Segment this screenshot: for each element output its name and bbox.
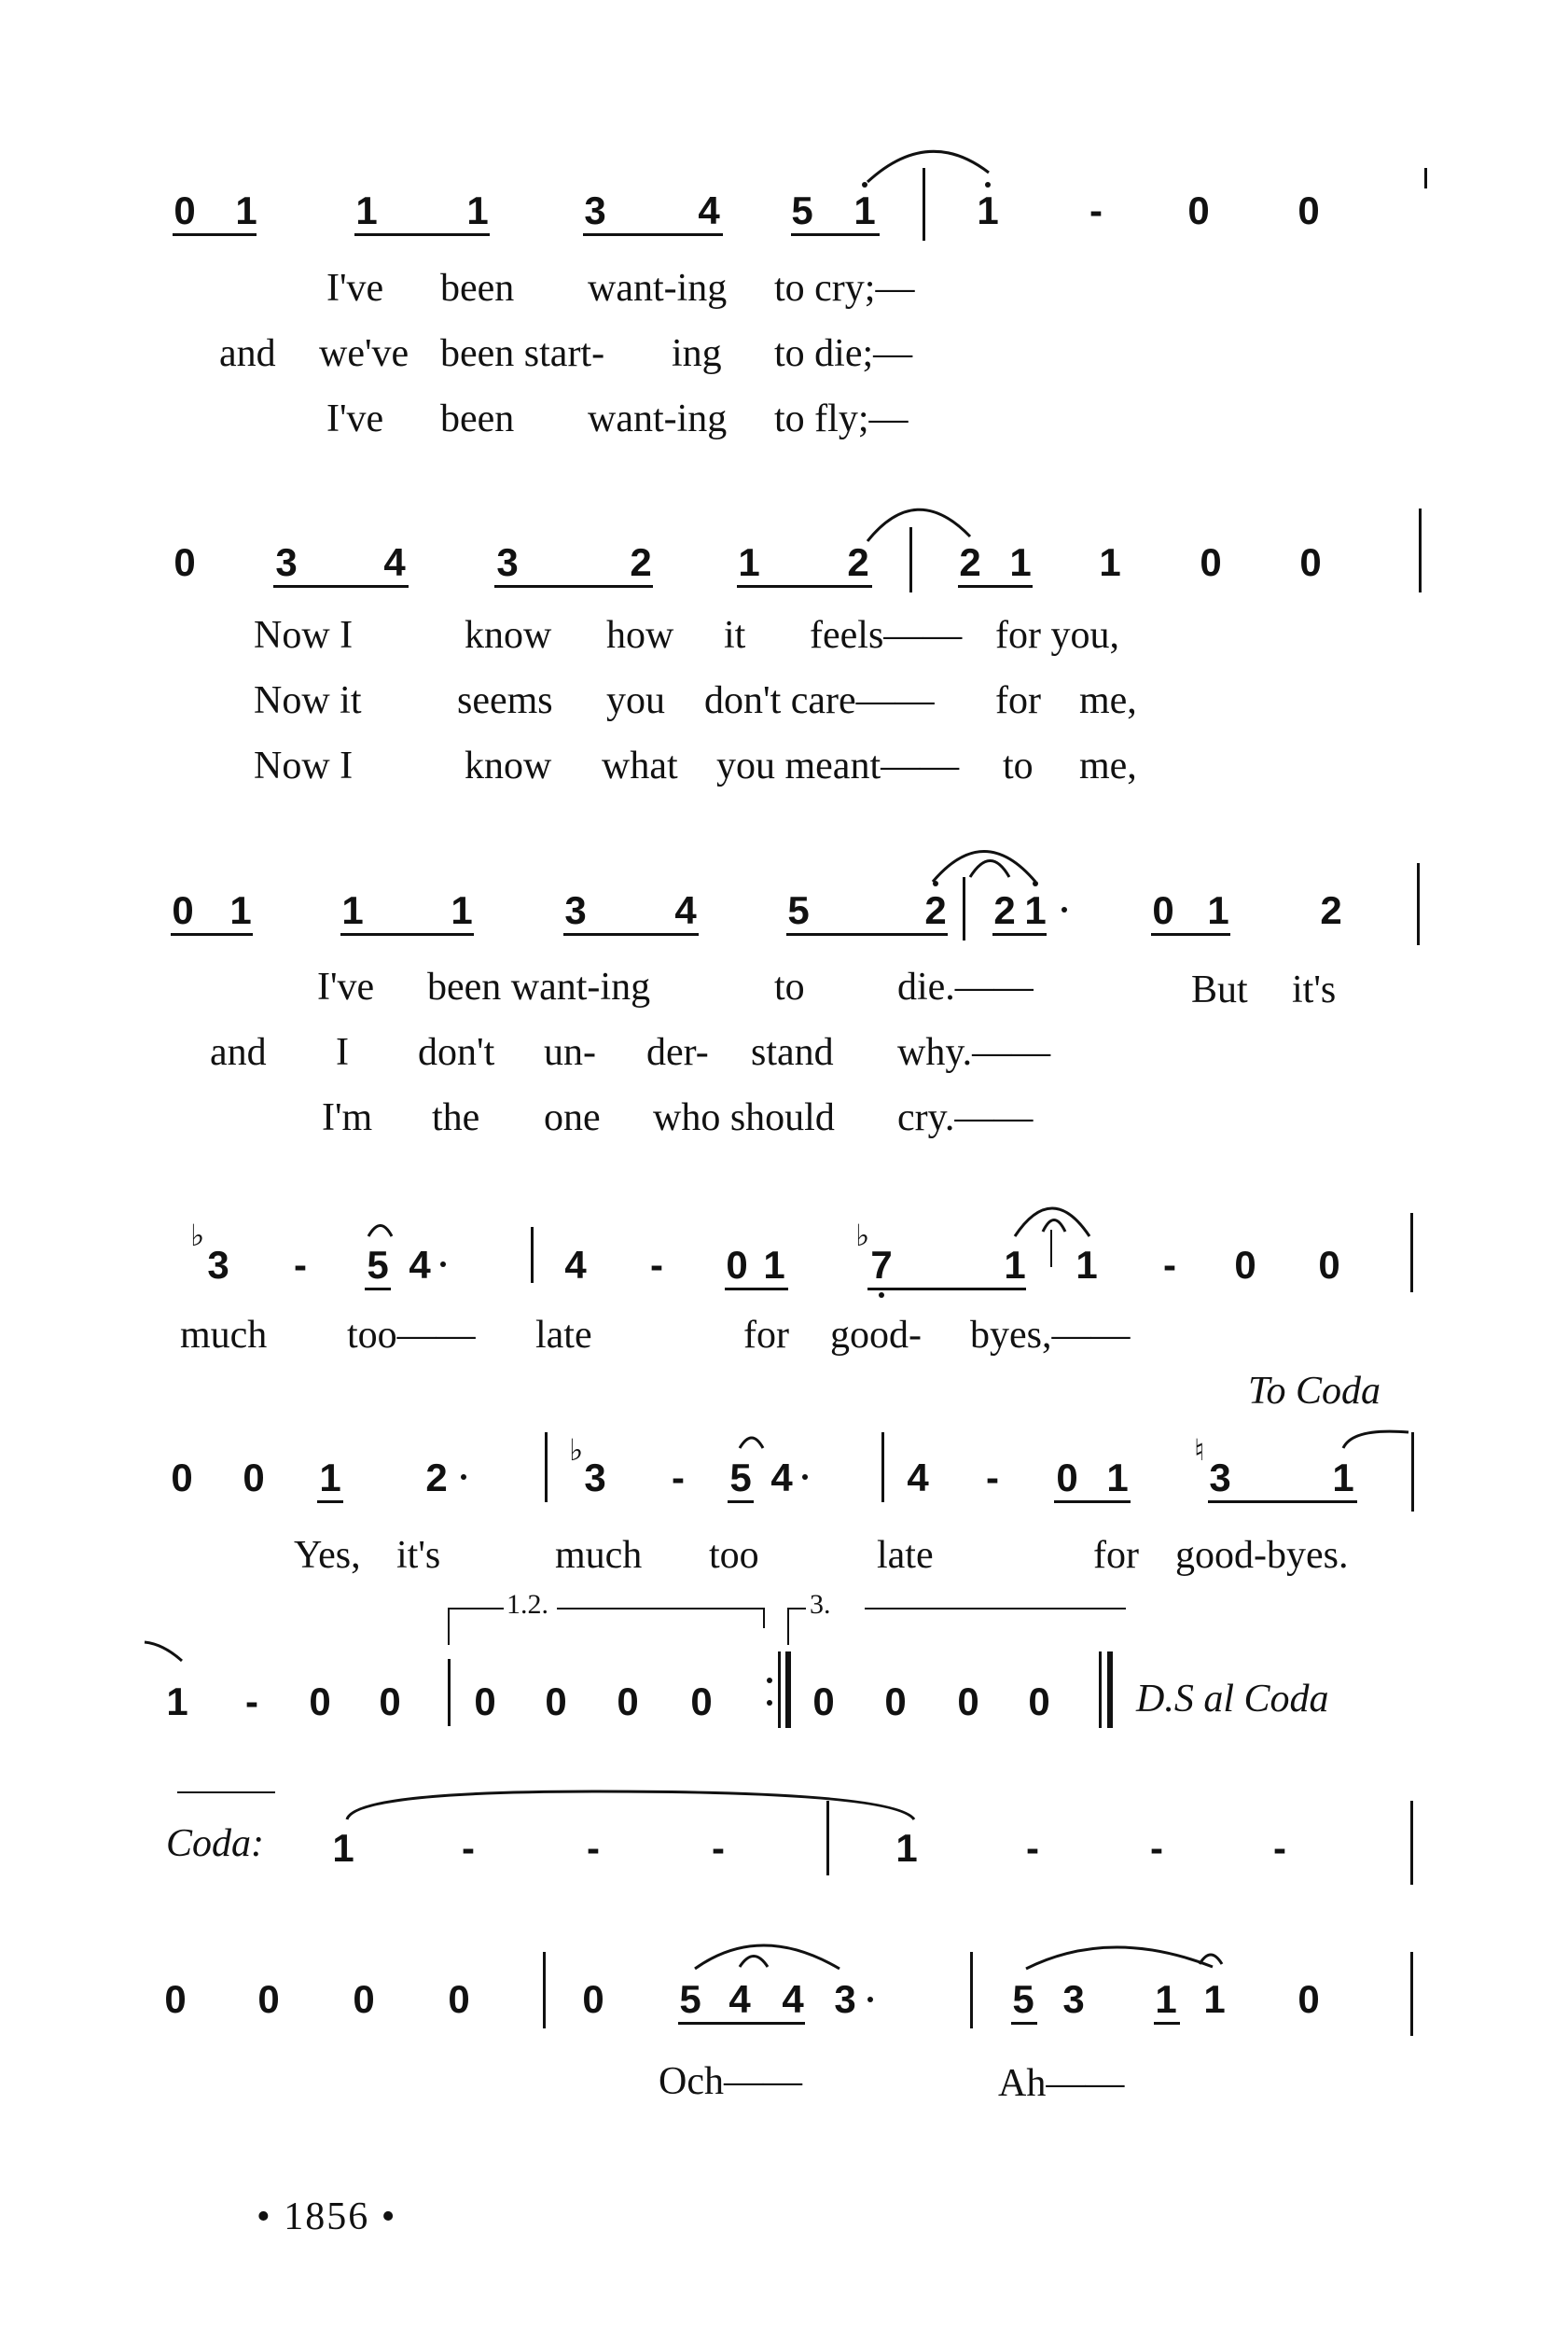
bar-line xyxy=(1424,168,1427,188)
note: 1 xyxy=(1207,888,1229,932)
note: 2 xyxy=(425,1456,448,1499)
lyric: one xyxy=(544,1096,601,1139)
note: 5 xyxy=(729,1456,752,1499)
note: 1 xyxy=(738,540,760,584)
lyric: what xyxy=(602,745,678,787)
lyric: for xyxy=(743,1314,789,1357)
note: 1 xyxy=(1106,1456,1129,1499)
lyric: seems xyxy=(457,679,553,722)
lyric: been xyxy=(440,267,515,310)
first-ending-label: 1.2. xyxy=(506,1589,548,1620)
lyric: too—— xyxy=(347,1314,476,1357)
note: 3 xyxy=(496,540,519,584)
note: - xyxy=(587,1826,600,1870)
lyric: feels—— xyxy=(810,614,963,657)
bar-line xyxy=(881,1432,884,1502)
note: 3 xyxy=(275,540,298,584)
lyric: byes,—— xyxy=(970,1314,1131,1357)
note: 4 xyxy=(383,540,406,584)
note: 0 xyxy=(617,1679,639,1723)
note: 0 xyxy=(474,1679,496,1723)
note: 2 xyxy=(630,540,652,584)
note: 0 xyxy=(690,1679,713,1723)
note: 1 xyxy=(1203,1977,1226,2021)
note: 1 xyxy=(1004,1243,1026,1287)
note: 3 xyxy=(1209,1456,1231,1499)
note: 7 xyxy=(870,1243,893,1287)
lyric: want-ing xyxy=(588,397,728,440)
note: 0 xyxy=(726,1243,748,1287)
lyric: But xyxy=(1191,968,1248,1011)
note: - xyxy=(712,1826,725,1870)
note: 3 xyxy=(834,1977,856,2021)
page-number: • 1856 • xyxy=(257,2195,397,2238)
note: 0 xyxy=(172,888,194,932)
bar-line xyxy=(963,877,965,941)
bar-line xyxy=(826,1801,829,1875)
note: 1 xyxy=(977,188,999,232)
lyric: Now I xyxy=(254,614,354,657)
note: 1 xyxy=(319,1456,341,1499)
bar-line xyxy=(545,1432,548,1502)
lyric: know xyxy=(465,614,552,657)
lyric: been start- xyxy=(440,332,605,375)
bar-line xyxy=(923,168,925,241)
note: 4 xyxy=(782,1977,804,2021)
note: 1 xyxy=(166,1679,188,1723)
note: 0 xyxy=(1318,1243,1340,1287)
repeat-barline xyxy=(778,1651,781,1728)
note: 5 xyxy=(1012,1977,1034,2021)
lyric: much xyxy=(180,1314,268,1357)
lyric: it xyxy=(724,614,746,657)
note: 4 xyxy=(907,1456,929,1499)
note: 4 xyxy=(698,188,720,232)
note: 4 xyxy=(409,1243,431,1287)
bar-line xyxy=(1410,1213,1413,1292)
note: 0 xyxy=(1234,1243,1256,1287)
third-ending-label: 3. xyxy=(810,1589,831,1620)
note: 1 xyxy=(332,1826,354,1870)
note: 2 xyxy=(993,888,1016,932)
note: 0 xyxy=(545,1679,567,1723)
note: 1 xyxy=(451,888,473,932)
lyric: and xyxy=(210,1031,267,1074)
note: - xyxy=(1150,1826,1163,1870)
lyric: much xyxy=(555,1534,643,1577)
note: 1 xyxy=(1075,1243,1098,1287)
note: 1 xyxy=(1024,888,1047,932)
lyric: good-byes. xyxy=(1175,1534,1349,1577)
lyric: we've xyxy=(319,332,409,375)
lyric: I xyxy=(336,1031,349,1074)
note: 5 xyxy=(787,888,810,932)
lyric: I've xyxy=(326,267,384,310)
lyric: you xyxy=(606,679,665,722)
bar-line xyxy=(1410,1952,1413,2036)
note: 2 xyxy=(924,888,947,932)
note: 1 xyxy=(1155,1977,1177,2021)
note: 1 xyxy=(355,188,378,232)
bar-line-dashed xyxy=(1050,1230,1052,1267)
lyric: you meant—— xyxy=(716,745,960,787)
note: - xyxy=(245,1679,258,1723)
note: 0 xyxy=(353,1977,375,2021)
lyric: and xyxy=(219,332,276,375)
lyric: been want-ing xyxy=(427,966,651,1009)
note: 1 xyxy=(1332,1456,1354,1499)
note: 4 xyxy=(770,1456,793,1499)
note: 0 xyxy=(173,540,196,584)
note: 2 xyxy=(959,540,981,584)
note: 1 xyxy=(895,1826,918,1870)
lyric: don't care—— xyxy=(704,679,935,722)
note: 3 xyxy=(1062,1977,1085,2021)
coda-label: Coda: xyxy=(166,1822,264,1865)
lyric: to xyxy=(1003,745,1034,787)
note: 4 xyxy=(674,888,697,932)
lyric: to cry;— xyxy=(774,267,915,310)
lyric: late xyxy=(535,1314,592,1357)
note: 0 xyxy=(1028,1679,1050,1723)
note: 0 xyxy=(1200,540,1222,584)
note: 0 xyxy=(1152,888,1174,932)
note: 1 xyxy=(235,188,257,232)
note: - xyxy=(294,1243,307,1287)
note: 1 xyxy=(229,888,252,932)
flat-sign: ♭ xyxy=(855,1218,870,1253)
note: - xyxy=(672,1456,685,1499)
lyric: why.—— xyxy=(897,1031,1051,1074)
lyric: good- xyxy=(830,1314,922,1357)
note: 0 xyxy=(173,188,196,232)
note: 0 xyxy=(257,1977,280,2021)
bar-line xyxy=(909,527,912,592)
bar-line xyxy=(531,1227,534,1283)
note: 2 xyxy=(847,540,869,584)
lyric: who should xyxy=(653,1096,835,1139)
lyric: for xyxy=(995,679,1041,722)
lyric: late xyxy=(877,1534,934,1577)
note: - xyxy=(650,1243,663,1287)
note: 0 xyxy=(1299,540,1322,584)
bar-line xyxy=(970,1952,973,2028)
flat-sign: ♭ xyxy=(190,1218,205,1253)
to-coda-marking: To Coda xyxy=(1248,1370,1381,1413)
note: - xyxy=(1273,1826,1286,1870)
lyric: Now it xyxy=(254,679,362,722)
note: 4 xyxy=(728,1977,751,2021)
lyric: Yes, xyxy=(294,1534,361,1577)
bar-line xyxy=(1411,1432,1414,1512)
note: 1 xyxy=(1009,540,1032,584)
note: 0 xyxy=(1187,188,1210,232)
note: 1 xyxy=(466,188,489,232)
note: 0 xyxy=(582,1977,604,2021)
note: - xyxy=(462,1826,475,1870)
note: - xyxy=(1163,1243,1176,1287)
lyric: too xyxy=(709,1534,759,1577)
lyric: it's xyxy=(396,1534,441,1577)
note: 1 xyxy=(763,1243,785,1287)
bar-line xyxy=(1419,509,1422,592)
note: 1 xyxy=(853,188,876,232)
note: 3 xyxy=(207,1243,229,1287)
note: 0 xyxy=(884,1679,907,1723)
lyric: to fly;— xyxy=(774,397,909,440)
lyric: know xyxy=(465,745,552,787)
lyric: want-ing xyxy=(588,267,728,310)
note: 3 xyxy=(584,188,606,232)
lyric: ing xyxy=(672,332,722,375)
lyric: I've xyxy=(317,966,375,1009)
note: 0 xyxy=(812,1679,835,1723)
natural-sign: ♮ xyxy=(1194,1432,1205,1468)
lyric: I've xyxy=(326,397,384,440)
lyric: the xyxy=(432,1096,480,1139)
double-barline xyxy=(1099,1651,1102,1728)
note: 0 xyxy=(309,1679,331,1723)
note: 0 xyxy=(1056,1456,1078,1499)
ds-al-coda-marking: D.S al Coda xyxy=(1136,1678,1329,1721)
bar-line xyxy=(543,1952,546,2028)
lyric: for xyxy=(1093,1534,1139,1577)
note: 0 xyxy=(171,1456,193,1499)
lyric: been xyxy=(440,397,515,440)
lyric: how xyxy=(606,614,674,657)
note: 0 xyxy=(243,1456,265,1499)
lyric: to xyxy=(774,966,805,1009)
lyric: un- xyxy=(544,1031,596,1074)
lyric: I'm xyxy=(322,1096,373,1139)
lyric: der- xyxy=(646,1031,709,1074)
lyric: to die;— xyxy=(774,332,913,375)
note: 4 xyxy=(564,1243,587,1287)
bar-line xyxy=(448,1659,451,1726)
note: 3 xyxy=(584,1456,606,1499)
lyric: stand xyxy=(751,1031,834,1074)
note: 3 xyxy=(564,888,587,932)
lyric: Och—— xyxy=(659,2060,802,2103)
lyric: die.—— xyxy=(897,966,1034,1009)
note: - xyxy=(986,1456,999,1499)
note: - xyxy=(1089,188,1103,232)
flat-sign: ♭ xyxy=(569,1432,584,1468)
note: 0 xyxy=(448,1977,470,2021)
note: 0 xyxy=(1297,188,1320,232)
bar-line xyxy=(1410,1801,1413,1885)
note: 2 xyxy=(1320,888,1342,932)
note: - xyxy=(1026,1826,1039,1870)
bar-line xyxy=(1417,863,1420,945)
lyric: cry.—— xyxy=(897,1096,1034,1139)
note: 5 xyxy=(679,1977,701,2021)
note: 0 xyxy=(164,1977,187,2021)
lyric: for you, xyxy=(995,614,1119,657)
note: 0 xyxy=(379,1679,401,1723)
note: 0 xyxy=(1297,1977,1320,2021)
note: 1 xyxy=(341,888,364,932)
lyric: Ah—— xyxy=(998,2062,1125,2105)
note: 1 xyxy=(1099,540,1121,584)
lyric: don't xyxy=(418,1031,495,1074)
lyric: it's xyxy=(1292,968,1337,1011)
note: 0 xyxy=(957,1679,979,1723)
lyric: me, xyxy=(1079,745,1137,787)
lyric: me, xyxy=(1079,679,1137,722)
note: 5 xyxy=(367,1243,389,1287)
lyric: Now I xyxy=(254,745,354,787)
note: 5 xyxy=(791,188,813,232)
